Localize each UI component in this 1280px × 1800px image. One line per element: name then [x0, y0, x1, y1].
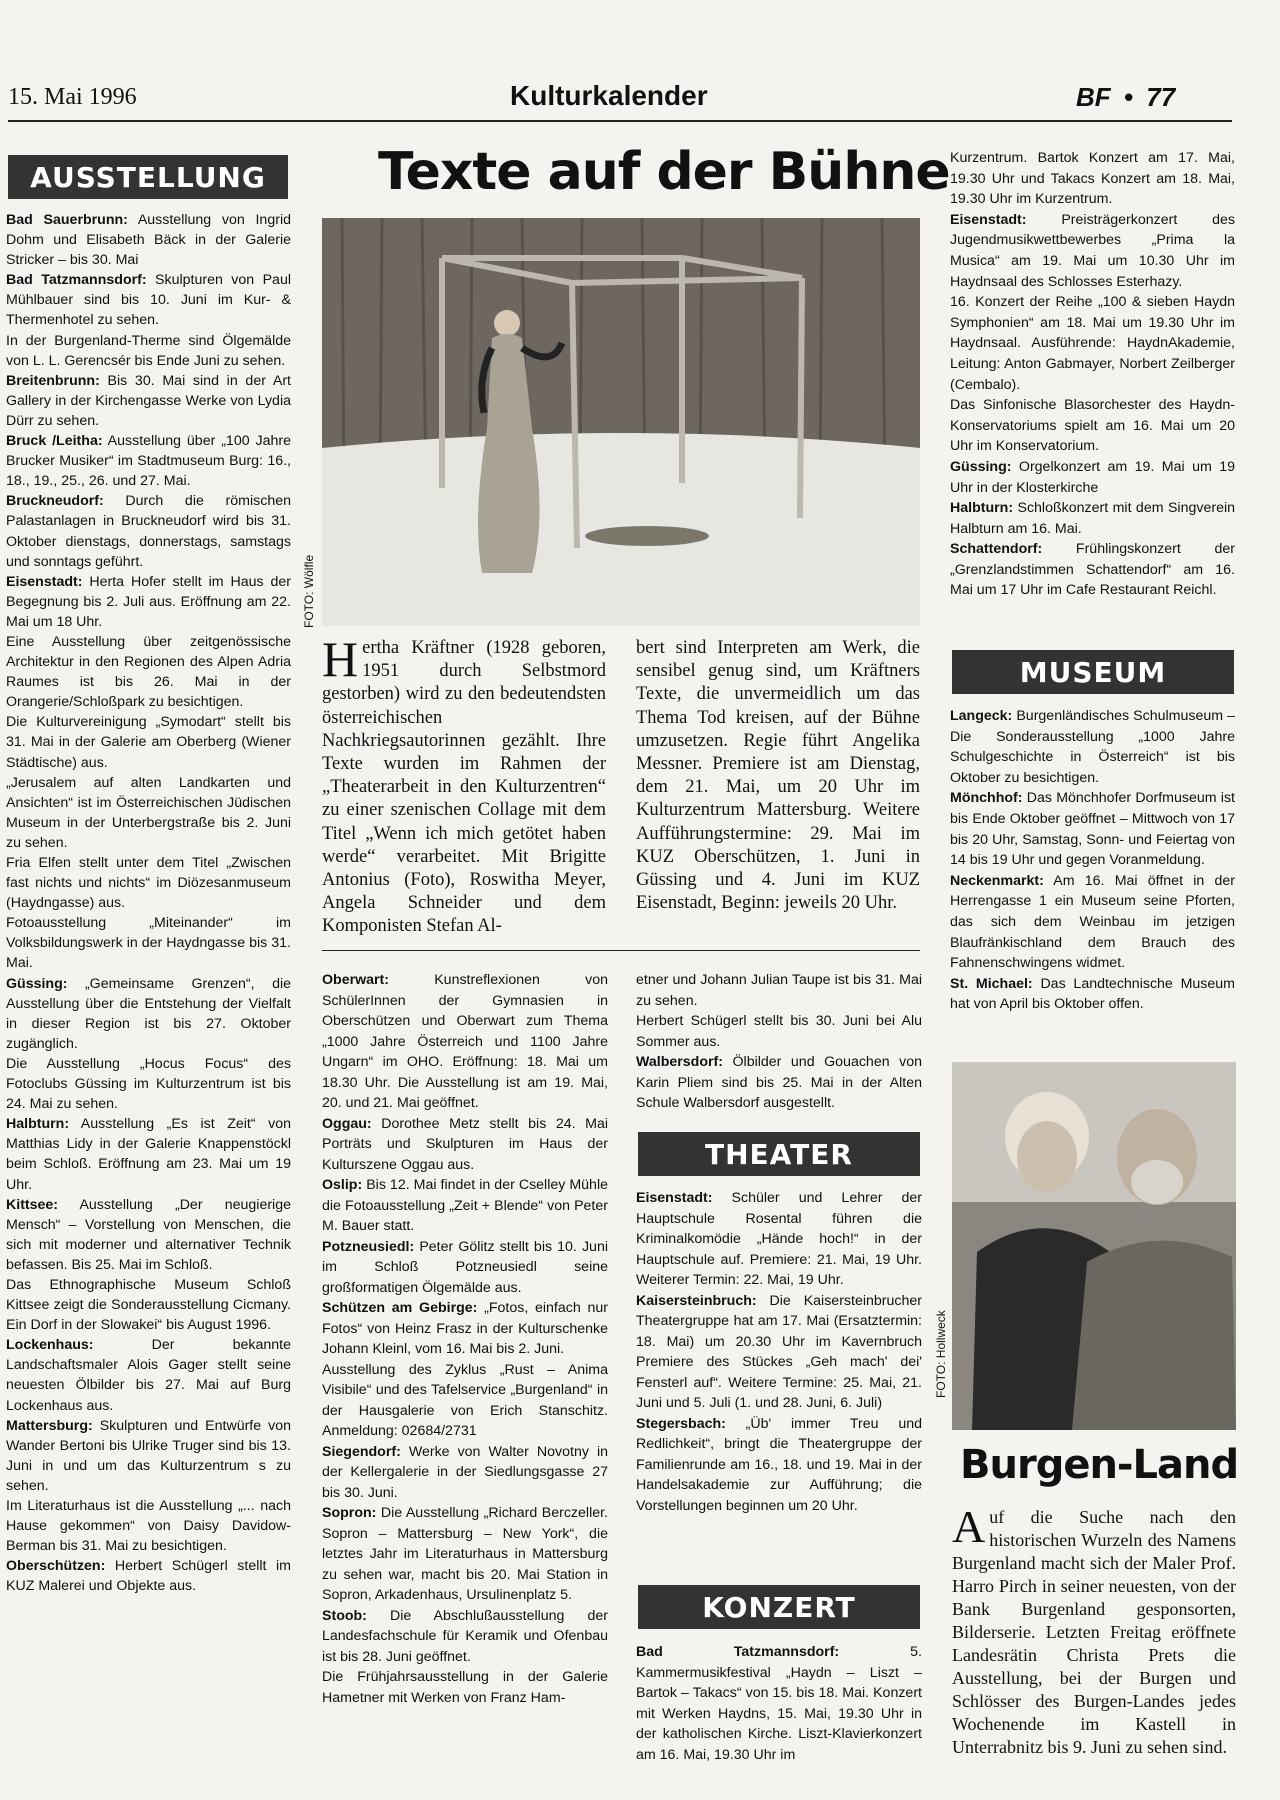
listing-text: Die Abschlußausstellung der Landesfachschule für Keramik und Ofenbau ist bis 28. Juni geöffnet. — [322, 1607, 608, 1665]
listing-text: Skulpturen von Paul Mühlbauer sind bis 10. Juni im Kur- & Thermenhotel zu sehen. — [6, 272, 291, 329]
burgenland-article — [952, 1501, 1236, 1759]
listing-text: Fotoausstellung „Miteinander“ im Volksbildungswerk in der Haydngasse bis 31. Mai. — [6, 915, 291, 972]
listing-place: Mattersburg: — [6, 1417, 93, 1434]
listing-text: „Fotos, einfach nur Fotos“ von Heinz Frasz in der Kulturschenke Johann Kleinl, vom 16. Mai bis 2. Juni. — [322, 1300, 608, 1357]
listing-entry — [6, 853, 291, 913]
theater-column — [636, 1188, 922, 1516]
article-text-1: ertha Kräftner (1928 geboren, 1951 durch Selbstmord gestorben) wird zu den bedeutendsten österreichischen Nachkriegsautorinnen gezählt. Ihre Texte wurden im Rahmen der „Theaterarbeit in den Kulturzentren“ zu einer szenischen Collage mit dem Titel „Wenn ich mich getötet haben werde“ verarbeitet. Mit Brigitte Antonius (Foto), Roswitha Meyer, Angela Schneider und dem Komponisten Stefan Al- — [322, 638, 606, 937]
listing-place: Schützen am Gebirge: — [322, 1300, 478, 1316]
burgenland-headline: Burgen-Land — [960, 1442, 1239, 1488]
listing-place: Kaisersteinbruch: — [636, 1292, 757, 1309]
listing-entry — [322, 1503, 608, 1606]
section-header-ausstellung: AUSSTELLUNG — [8, 155, 288, 199]
listing-place: Langeck: — [950, 708, 1013, 724]
listing-entry — [950, 148, 1235, 210]
portrait-photo-credit: FOTO: Hollweck — [934, 1310, 948, 1398]
listing-entry — [6, 1416, 291, 1496]
listing-entry — [6, 572, 291, 632]
listing-text: „Üb' immer Treu und Redlichkeit“, bringt die Theatergruppe der Familienrunde am 16., 18. und 19. Mai in der Handelsakademie zur Aufführung; die Vorstellungen beginnen um 20 Uhr. — [636, 1415, 922, 1514]
listing-place: Bruck /Leitha: — [6, 433, 103, 450]
listing-text: Am 16. Mai öffnet in der Herrengasse 1 ein Museum seine Pforten, das sich dem Weinbau im jetzigen Blaufränkischland dem Brauch des Fahnenschwingens widmet. — [950, 872, 1235, 972]
listing-entry — [950, 788, 1235, 870]
listing-place: Bad Tatzmannsdorf: — [636, 1644, 840, 1660]
listing-place: Oslip: — [322, 1177, 363, 1193]
burgenland-text: uf die Suche nach den historischen Wurzeln des Namens Burgenland macht sich der Maler Prof. Harro Pirch in seiner neuesten, von der Bank Burgenland gesponsorten, Bilderserie. Letzten Freitag eröffnete Landesrätin Christa Prets die Ausstellung, bei der Burgen und Schlösser des Burgen-Landes jedes Wochenende im Kastell in Unterrabnitz bis 9. Juni zu sehen sind. — [952, 1507, 1236, 1757]
listing-text: Herbert Schügerl stellt im KUZ Malerei und Objekte aus. — [6, 1558, 291, 1595]
listing-text: Preisträgerkonzert des Jugendmusikwettbewerbes „Prima la Musica“ am 19. Mai um 10.30 Uhr im Haydnsaal des Schlosses Esterhazy. — [950, 211, 1235, 290]
listing-place: Siegendorf: — [322, 1443, 401, 1460]
listing-text: In der Burgenland-Therme sind Ölgemälde von L. L. Gerencsér bis Ende Juni zu sehen. — [6, 332, 291, 369]
listing-entry — [6, 1496, 291, 1556]
listing-text: Ausstellung von Ingrid Dohm und Elisabeth Bäck in der Galerie Stricker – bis 30. Mai — [6, 212, 291, 269]
listing-place: Eisenstadt: — [636, 1190, 713, 1206]
masthead-date: 15. Mai 1996 — [8, 84, 137, 110]
listing-entry — [636, 970, 922, 1011]
portrait-photo — [952, 1062, 1236, 1430]
listing-place: St. Michael: — [950, 975, 1033, 992]
listing-text: Die Ausstellung „Richard Berczeller. Sopron – Mattersburg – New York“, die letztes Jahr im Literaturhaus in Mattersburg zu sehen war, macht bis 20. Mai Station in Sopron, Arkadenhaus, Ursulinenplatz 5. — [322, 1505, 608, 1603]
listing-entry — [6, 491, 291, 571]
listing-text: Ausstellung über „100 Jahre Brucker Musiker“ im Stadtmuseum Burg: 16., 18., 19., 25., 26. und 27. Mai. — [6, 433, 291, 490]
listing-entry — [636, 1291, 922, 1414]
listing-entry — [6, 371, 291, 431]
listing-entry — [950, 539, 1235, 601]
listing-entry — [636, 1052, 922, 1114]
listing-entry — [6, 210, 291, 270]
listing-entry — [322, 1114, 608, 1176]
listing-text: Skulpturen und Entwürfe von Wander Bertoni bis Ulrike Truger sind bis 13. Juni in und um das Kulturzentrum s zu sehen. — [6, 1417, 291, 1494]
listing-place: Eisenstadt: — [6, 573, 83, 590]
listing-entry — [6, 974, 291, 1054]
listing-text: „Gemeinsame Grenzen“, die Ausstellung über die Entstehung der Vielfalt in dieser Region ist bis 27. Oktober zugänglich. — [6, 975, 291, 1052]
listing-entry — [950, 498, 1235, 539]
listing-place: Bad Sauerbrunn: — [6, 212, 128, 228]
listing-text: 5. Kammermusikfestival „Haydn – Liszt – Bartok – Takacs“ von 15. bis 18. Mai. Konzert mit Werken Haydns, 15. Mai, 19.30 Uhr in der katholischen Kirche. Liszt-Klavierkonzert am 16. Mai, 19.30 Uhr im — [636, 1644, 922, 1763]
listing-text: Frühlingskonzert der „Grenzlandstimmen Schattendorf“ am 16. Mai um 17 Uhr im Cafe Restaurant Reichl. — [950, 541, 1235, 599]
listing-entry — [322, 1175, 608, 1237]
listing-entry — [6, 331, 291, 371]
listing-entry — [6, 632, 291, 712]
listing-place: Neckenmarkt: — [950, 872, 1044, 889]
article-bottom-rule — [322, 950, 920, 951]
listing-entry — [322, 1442, 608, 1504]
listing-text: Bis 30. Mai sind in der Art Gallery in der Kirchengasse Werke von Lydia Dürr zu sehen. — [6, 372, 291, 429]
listing-text: Eine Ausstellung über zeitgenössische Architektur in den Regionen des Alpen Adria Raumes ist bis 26. Mai in der Orangerie/Schloßpark zu besichtigen. — [6, 633, 291, 711]
masthead-page — [1076, 82, 1175, 116]
listing-place: Walbersdorf: — [636, 1054, 723, 1070]
ausstellung-column — [6, 210, 291, 1596]
article-column-1 — [322, 631, 606, 939]
listing-entry — [6, 1335, 291, 1415]
listing-place: Kittsee: — [6, 1196, 59, 1213]
listing-entry — [636, 1414, 922, 1517]
listing-text: Kurzentrum. Bartok Konzert am 17. Mai, 19.30 Uhr und Takacs Konzert am 18. Mai, 19.30 Uhr im Kurzentrum. — [950, 150, 1235, 208]
listing-entry — [6, 1054, 291, 1114]
listing-place: Lockenhaus: — [6, 1337, 94, 1354]
listing-place: Stoob: — [322, 1607, 367, 1624]
listing-place: Eisenstadt: — [950, 211, 1027, 228]
listing-place: Güssing: — [6, 975, 68, 992]
listing-entry — [6, 431, 291, 491]
listing-entry — [322, 1360, 608, 1442]
listing-entry — [950, 457, 1235, 498]
listing-place: Oberwart: — [322, 972, 390, 988]
listing-entry — [950, 871, 1235, 974]
listing-text: Das Sinfonische Blasorchester des Haydn-Konservatoriums spielt am 16. Mai um 20 Uhr im Konservatorium. — [950, 397, 1235, 455]
ausstellung-continuation-b — [636, 970, 922, 1114]
listing-entry — [636, 1642, 922, 1765]
listing-entry — [322, 1606, 608, 1668]
listing-entry — [950, 210, 1235, 292]
listing-text: Die Frühjahrsausstellung in der Galerie Hametner mit Werken von Franz Ham- — [322, 1669, 608, 1706]
section-header-museum: MUSEUM — [952, 650, 1234, 694]
listing-entry — [6, 1114, 291, 1194]
listing-place: Güssing: — [950, 458, 1012, 475]
listing-text: 16. Konzert der Reihe „100 & sieben Haydn Symphonien“ am 18. Mai um 19.30 Uhr im Haydnsaal. Ausführende: HaydnAkademie, Leitung: Anton Gabmayer, Norbert Zeilberger (Cembalo). — [950, 294, 1235, 393]
masthead-bullet: • — [1123, 82, 1134, 112]
listing-entry — [322, 1667, 608, 1708]
listing-text: Herta Hofer stellt im Haus der Begegnung bis 2. Juli aus. Eröffnung am 22. Mai um 18 Uhr. — [6, 573, 291, 630]
konzert-column-mid — [636, 1642, 922, 1765]
listing-place: Bruckneudorf: — [6, 493, 104, 510]
konzert-column-right — [950, 148, 1235, 601]
museum-column — [950, 706, 1235, 1015]
listing-entry — [6, 913, 291, 973]
listing-text: Orgelkonzert am 19. Mai um 19 Uhr in der Klosterkirche — [950, 458, 1235, 496]
listing-entry — [950, 706, 1235, 788]
listing-text: Werke von Walter Novotny in der Kellergalerie in der Siedlungsgasse 27 bis 30. Juni. — [322, 1443, 608, 1501]
listing-text: Herbert Schügerl stellt bis 30. Juni bei Alu Sommer aus. — [636, 1013, 922, 1050]
publication-logo: BF — [1076, 82, 1111, 112]
masthead-section: Kulturkalender — [510, 80, 708, 111]
listing-place: Halbturn: — [950, 500, 1014, 517]
article-text-2: bert sind Interpreten am Werk, die sensibel genug sind, um Kräftners Texte, die unvermeidlich um das Thema Tod kreisen, auf der Bühne umzusetzen. Regie führt Angelika Messner. Premiere ist am Dienstag, dem 21. Mai, um 20 Uhr im Kulturzentrum Mattersburg. Weitere Aufführungstermine: 29. Mai im KUZ Oberschützen, 1. Juni in Güssing und 4. Juni im KUZ Eisenstadt, Beginn: jeweils 20 Uhr. — [636, 638, 920, 914]
listing-entry — [950, 974, 1235, 1015]
listing-place: Schattendorf: — [950, 541, 1043, 558]
page-number: 77 — [1146, 82, 1176, 112]
listing-entry — [6, 1275, 291, 1335]
listing-entry — [950, 292, 1235, 395]
listing-entry — [6, 1195, 291, 1275]
dropcap: H — [322, 631, 359, 687]
lying-figure — [585, 526, 709, 546]
photo-credit: FOTO: Wölfle — [302, 554, 316, 628]
listing-entry — [6, 712, 291, 772]
listing-place: Stegersbach: — [636, 1415, 726, 1432]
listing-entry — [6, 1556, 291, 1596]
listing-text: Kunstreflexionen von SchülerInnen der Gymnasien in Oberschützen und Oberwart zum Thema „1000 Jahre Österreich und 1100 Jahre Ungarn“ im OHO. Eröffnung: 18. Mai um 18.30 Uhr. Die Ausstellung ist am 19. Mai, 20. und 21. Mai geöffnet. — [322, 972, 608, 1111]
article-column-2 — [636, 637, 920, 915]
listing-text: Ausstellung des Zyklus „Rust – Anima Visibile“ und des Tafelservice „Burgenland“ in der Hausgalerie von Erich Stanschitz. Anmeldung: 02684/2731 — [322, 1361, 608, 1439]
building-wall — [952, 1062, 1236, 1202]
section-header-konzert: KONZERT — [638, 1585, 920, 1629]
listing-place: Mönchhof: — [950, 790, 1023, 807]
listing-entry — [6, 270, 291, 330]
listing-place: Breitenbrunn: — [6, 372, 100, 389]
listing-text: Die Kaisersteinbrucher Theatergruppe hat am 17. Mai (Ersatztermin: 18. Mai) um 20.30 Uhr im Kavernbruch Premiere des Stückes „Geh mach' dei' Fensterl auf“. Weitere Termine: 25. Mai, 21. Juni und 5. Juli (1. und 28. Juni, 6. Juli) — [636, 1292, 922, 1411]
listing-text: Schüler und Lehrer der Hauptschule Rosental führen die Kriminalkomödie „Hände hoch!“ in der Hauptschule auf. Premiere: 21. Mai, 19 Uhr. Weiterer Termin: 22. Mai, 19 Uhr. — [636, 1190, 922, 1288]
listing-place: Oberschützen: — [6, 1558, 106, 1575]
listing-text: Fria Elfen stellt unter dem Titel „Zwischen fast nichts und nichts“ im Diözesanmuseum (Haydngasse) aus. — [6, 855, 291, 912]
listing-text: etner und Johann Julian Taupe ist bis 31. Mai zu sehen. — [636, 972, 922, 1009]
section-header-theater: THEATER — [638, 1132, 920, 1176]
listing-entry — [322, 1237, 608, 1299]
listing-text: Schloßkonzert mit dem Singverein Halbturn am 16. Mai. — [950, 500, 1235, 537]
listing-text: Ausstellung „Es ist Zeit“ von Matthias Lidy in der Galerie Knappenstöckl beim Schloß. Eröffnung am 23. Mai um 19 Uhr. — [6, 1116, 291, 1193]
listing-entry — [636, 1011, 922, 1052]
masthead-rule — [8, 120, 1232, 122]
listing-place: Sopron: — [322, 1505, 377, 1521]
listing-text: „Jerusalem auf alten Landkarten und Ansichten“ ist im Österreichischen Jüdischen Museum in der Unterbergstraße bis 2. Juni zu sehen. — [6, 774, 291, 851]
listing-place: Oggau: — [322, 1115, 372, 1132]
listing-place: Potzneusiedl: — [322, 1238, 415, 1255]
listing-text: Ölbilder und Gouachen von Karin Pliem sind bis 25. Mai in der Alten Schule Walbersdorf ausgestellt. — [636, 1054, 922, 1111]
listing-text: Dorothee Metz stellt bis 24. Mai Porträts und Skulpturen im Haus der Kulturszene Oggau aus. — [322, 1115, 608, 1173]
burgenland-dropcap: A — [952, 1501, 986, 1552]
listing-entry — [950, 395, 1235, 457]
listing-entry — [6, 773, 291, 853]
listing-text: Durch die römischen Palastanlagen in Bruckneudorf wird bis 31. Oktober dienstags, donnerstags, samstags und sonntags geführt. — [6, 493, 291, 570]
listing-text: Ausstellung „Der neugierige Mensch“ – Vorstellung von Menschen, die sich mit moderner und alternativer Technik befassen. Bis 25. Mai im Schloß. — [6, 1196, 291, 1273]
listing-text: Die Kulturvereinigung „Symodart“ stellt bis 31. Mai in der Galerie am Oberberg (Wiener Städtische) aus. — [6, 714, 291, 771]
headline: Texte auf der Bühne — [378, 142, 950, 202]
listing-place: Halbturn: — [6, 1116, 70, 1133]
listing-text: Peter Gölitz stellt bis 10. Juni im Schloß Potzneusiedl seine großformatigen Ölgemälde aus. — [322, 1238, 608, 1296]
ausstellung-continuation-a — [322, 970, 608, 1708]
listing-entry — [636, 1188, 922, 1291]
listing-text: Das Ethnographische Museum Schloß Kittsee zeigt die Sonderausstellung Cicmany. Ein Dorf in der Slowakei“ bis August 1996. — [6, 1276, 291, 1334]
listing-text: Bis 12. Mai findet in der Cselley Mühle die Fotoausstellung „Zeit + Blende“ von Peter M. Bauer statt. — [322, 1177, 608, 1234]
listing-place: Bad Tatzmannsdorf: — [6, 272, 147, 289]
listing-text: Das Landtechnische Museum hat von April bis Oktober offen. — [950, 975, 1235, 1013]
listing-text: Die Ausstellung „Hocus Focus“ des Fotoclubs Güssing im Kulturzentrum ist bis 24. Mai zu sehen. — [6, 1055, 291, 1113]
listing-text: Im Literaturhaus ist die Ausstellung „... nach Hause gekommen“ von Daisy Davidow-Berman bis 31. Mai zu besichtigen. — [6, 1498, 291, 1555]
listing-entry — [322, 1298, 608, 1360]
listing-text: Der bekannte Landschaftsmaler Alois Gager stellt seine neuesten Ölbilder bis 27. Mai auf Burg Lockenhaus aus. — [6, 1337, 291, 1414]
listing-text: Burgenländisches Schulmuseum – Die Sonderausstellung „1000 Jahre Schulgeschichte in Österreich“ ist bis Oktober zu besichtigen. — [950, 708, 1235, 786]
stage-photo — [322, 218, 920, 626]
listing-text: Das Mönchhofer Dorfmuseum ist bis Ende Oktober geöffnet – Mittwoch von 17 bis 20 Uhr, Samstag, Sonn- und Feiertag von 14 bis 19 Uhr und gegen Voranmeldung. — [950, 790, 1235, 869]
listing-entry — [322, 970, 608, 1114]
